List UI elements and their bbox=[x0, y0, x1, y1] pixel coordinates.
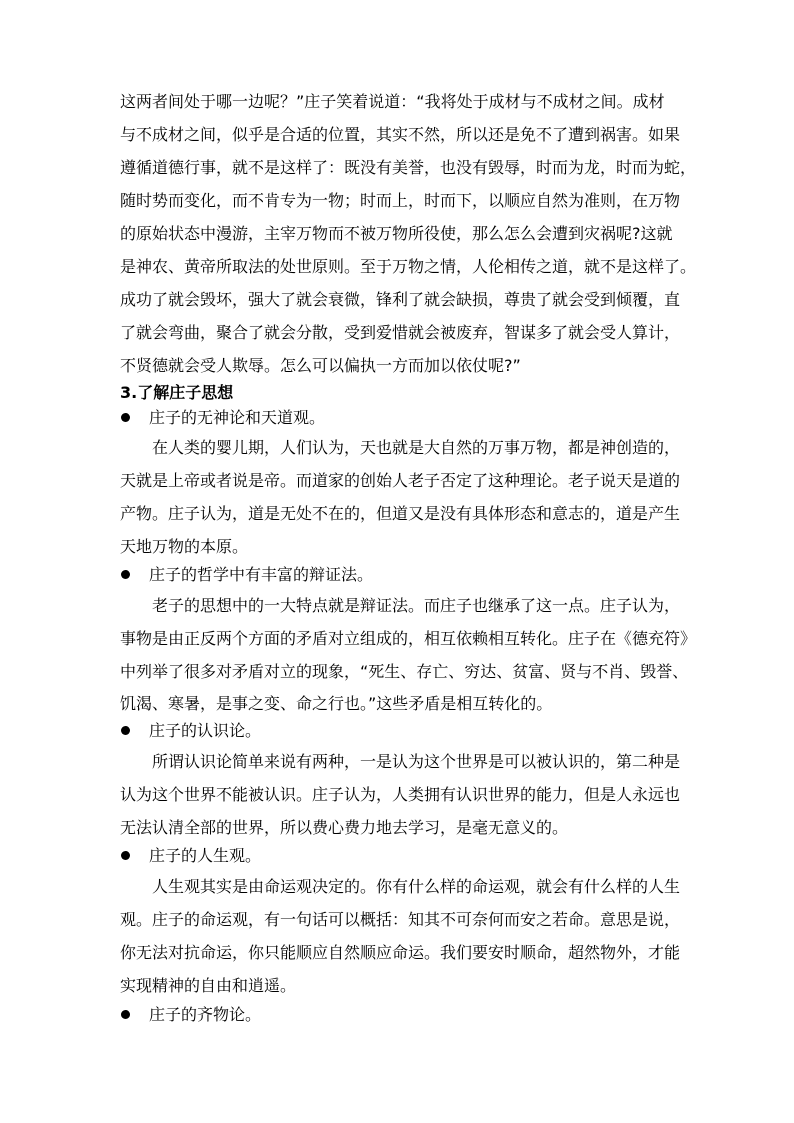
topic-1-title: 庄子的无神论和天道观。 bbox=[149, 408, 326, 427]
topic-5-title: 庄子的齐物论。 bbox=[149, 1005, 262, 1024]
topic-2-title: 庄子的哲学中有丰富的辩证法。 bbox=[149, 565, 374, 584]
topic-2-line-2: 事物是由正反两个方面的矛盾对立组成的，相互依赖相互转化。庄子在《德充符》 bbox=[120, 629, 697, 648]
quote-line-6: 是神农、黄帝所取法的处世原则。至于万物之情，人伦相传之道，就不是这样了。 bbox=[120, 257, 697, 276]
bullet-icon bbox=[121, 570, 130, 579]
topic-4-line-1: 人生观其实是由命运观决定的。你有什么样的命运观，就会有什么样的人生 bbox=[152, 877, 681, 896]
topic-2-line-3: 中列举了很多对矛盾对立的现象，“死生、存亡、穷达、贫富、贤与不肖、毁誉、 bbox=[120, 662, 689, 681]
quote-line-3: 遵循道德行事，就不是这样了：既没有美誉，也没有毁辱，时而为龙，时而为蛇， bbox=[120, 158, 697, 177]
quote-line-1: 这两者间处于哪一边呢？”庄子笑着说道：“我将处于成材与不成材之间。成材 bbox=[120, 92, 665, 111]
topic-4-title: 庄子的人生观。 bbox=[149, 846, 262, 865]
quote-line-4: 随时势而变化，而不肯专为一物；时而上，时而下，以顺应自然为准则，在万物 bbox=[120, 191, 681, 210]
bullet-icon bbox=[121, 413, 130, 422]
topic-4-line-2: 观。庄子的命运观，有一句话可以概括：知其不可奈何而安之若命。意思是说， bbox=[120, 910, 681, 929]
quote-line-5: 的原始状态中漫游，主宰万物而不被万物所役使，那么怎么会遭到灾祸呢?这就 bbox=[120, 224, 673, 243]
topic-1-line-2: 天就是上帝或者说是帝。而道家的创始人老子否定了这种理论。老子说天是道的 bbox=[120, 471, 681, 490]
section-heading: 3.了解庄子思想 bbox=[120, 383, 234, 402]
bullet-icon bbox=[121, 726, 130, 735]
topic-2-line-4: 饥渴、寒暑，是事之变、命之行也。”这些矛盾是相互转化的。 bbox=[120, 694, 553, 713]
quote-line-9: 不贤德就会受人欺辱。怎么可以偏执一方而加以依仗呢?” bbox=[120, 356, 521, 375]
topic-4-line-4: 实现精神的自由和逍遥。 bbox=[120, 976, 297, 995]
topic-3-line-1: 所谓认识论简单来说有两种，一是认为这个世界是可以被认识的，第二种是 bbox=[152, 752, 681, 771]
topic-1-line-1: 在人类的婴儿期，人们认为，天也就是大自然的万事万物，都是神创造的， bbox=[152, 438, 681, 457]
topic-1-line-3: 产物。庄子认为，道是无处不在的，但道又是没有具体形态和意志的，道是产生 bbox=[120, 504, 681, 523]
topic-2-line-1: 老子的思想中的一大特点就是辩证法。而庄子也继承了这一点。庄子认为， bbox=[152, 596, 681, 615]
quote-line-8: 了就会弯曲，聚合了就会分散，受到爱惜就会被废弃，智谋多了就会受人算计， bbox=[120, 323, 681, 342]
topic-3-line-2: 认为这个世界不能被认识。庄子认为，人类拥有认识世界的能力，但是人永远也 bbox=[120, 785, 681, 804]
topic-3-line-3: 无法认清全部的世界，所以费心费力地去学习，是毫无意义的。 bbox=[120, 818, 569, 837]
quote-line-2: 与不成材之间，似乎是合适的位置，其实不然，所以还是免不了遭到祸害。如果 bbox=[120, 125, 681, 144]
topic-1-line-4: 天地万物的本原。 bbox=[120, 537, 249, 556]
bullet-icon bbox=[121, 1010, 130, 1019]
topic-3-title: 庄子的认识论。 bbox=[149, 721, 262, 740]
bullet-icon bbox=[121, 851, 130, 860]
topic-4-line-3: 你无法对抗命运，你只能顺应自然顺应命运。我们要安时顺命，超然物外，才能 bbox=[120, 943, 681, 962]
quote-line-7: 成功了就会毁坏，强大了就会衰微，锋利了就会缺损，尊贵了就会受到倾覆，直 bbox=[120, 290, 681, 309]
